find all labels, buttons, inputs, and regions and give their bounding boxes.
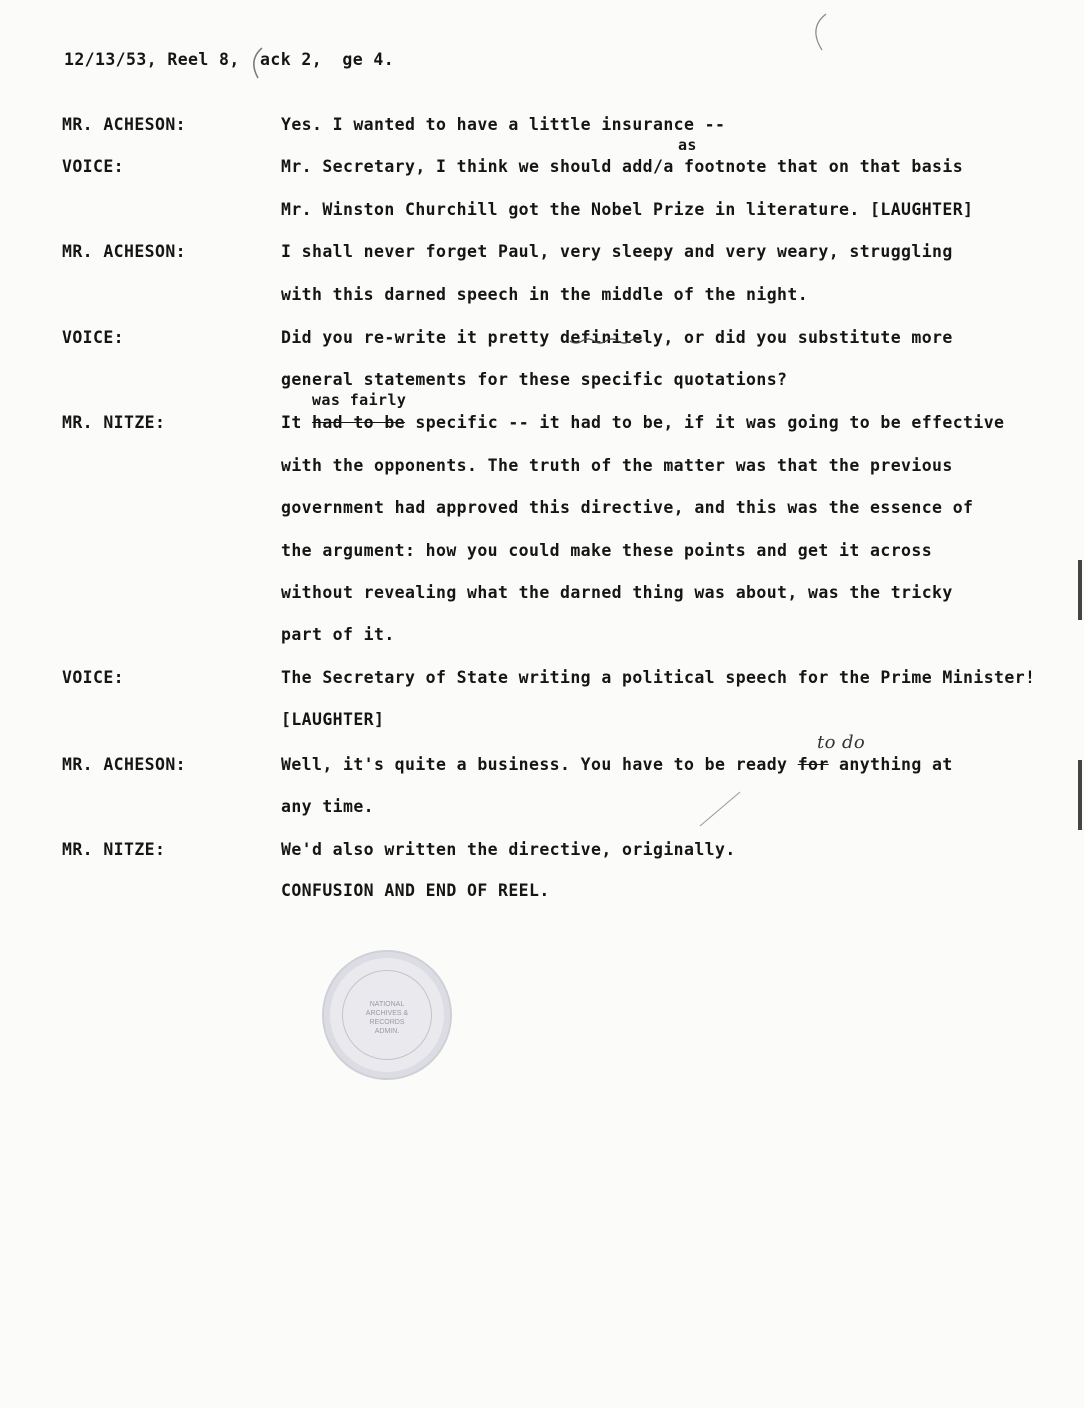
- struck-text: had to be: [312, 413, 406, 432]
- dialogue-line: government had approved this directive, and this was the essence of: [281, 498, 974, 517]
- dialogue-line: Mr. Winston Churchill got the Nobel Prize in literature. [LAUGHTER]: [281, 200, 974, 219]
- dialogue-line: Mr. Secretary, I think we should add/a footnote that on that basis: [281, 157, 964, 176]
- speaker-label: MR. NITZE:: [62, 840, 166, 859]
- typed-insertion: was fairly: [312, 391, 407, 409]
- speaker-label: VOICE:: [62, 328, 125, 347]
- typed-insertion: as: [678, 136, 697, 154]
- speaker-label: MR. ACHESON:: [62, 115, 187, 134]
- dialogue-line: with this darned speech in the middle of the night.: [281, 285, 809, 304]
- stamp-line: ARCHIVES &: [365, 1010, 409, 1017]
- stamp-text: [324, 1000, 450, 1036]
- dialogue-line: the argument: how you could make these points and get it across: [281, 541, 933, 560]
- pen-stroke-mark: [700, 792, 740, 826]
- plain-word: It: [281, 413, 313, 432]
- dialogue-line-revised: [281, 755, 953, 774]
- speaker-label: MR. ACHESON:: [62, 755, 187, 774]
- speaker-label: VOICE:: [62, 157, 125, 176]
- header-date: 12/13/53,: [64, 50, 158, 69]
- speaker-label: VOICE:: [62, 668, 125, 687]
- handwritten-insertion: to do: [817, 732, 866, 753]
- dialogue-line: general statements for these specific quotations?: [281, 370, 788, 389]
- struck-text: for: [797, 755, 829, 774]
- dialogue-line: any time.: [281, 797, 375, 816]
- dialogue-line-revised: [281, 413, 1004, 432]
- dialogue-line: We'd also written the directive, originally.: [281, 840, 736, 859]
- dialogue-line: without revealing what the darned thing was about, was the tricky: [281, 583, 953, 602]
- stamp-line: ADMIN.: [374, 1028, 400, 1035]
- stamp-line: NATIONAL: [369, 1001, 405, 1008]
- speaker-label: MR. NITZE:: [62, 413, 166, 432]
- paper-fold-mark: [816, 14, 826, 50]
- line-end: anything at: [828, 755, 953, 774]
- archive-stamp: [322, 950, 452, 1080]
- dialogue-line: Did you re-write it pretty definitely, or did you substitute more: [281, 328, 953, 347]
- line-continuation: specific -- it had to be, if it was going to be effective: [405, 413, 1005, 432]
- dialogue-line: part of it.: [281, 625, 395, 644]
- dialogue-line: [LAUGHTER]: [281, 710, 385, 729]
- page-header: [64, 50, 394, 69]
- dialogue-line: with the opponents. The truth of the matter was that the previous: [281, 456, 953, 475]
- header-track: ack 2,: [260, 50, 323, 69]
- dialogue-line: Yes. I wanted to have a little insurance --: [281, 115, 726, 134]
- header-reel: Reel 8,: [167, 50, 240, 69]
- line-start: Well, it's quite a business. You have to be ready: [281, 755, 798, 774]
- header-page: ge 4.: [342, 50, 395, 69]
- speaker-label: MR. ACHESON:: [62, 242, 187, 261]
- end-note: CONFUSION AND END OF REEL.: [281, 881, 550, 900]
- dialogue-line: I shall never forget Paul, very sleepy and very weary, struggling: [281, 242, 953, 261]
- stamp-line: RECORDS: [369, 1019, 405, 1026]
- dialogue-line: The Secretary of State writing a political speech for the Prime Minister!: [281, 668, 1036, 687]
